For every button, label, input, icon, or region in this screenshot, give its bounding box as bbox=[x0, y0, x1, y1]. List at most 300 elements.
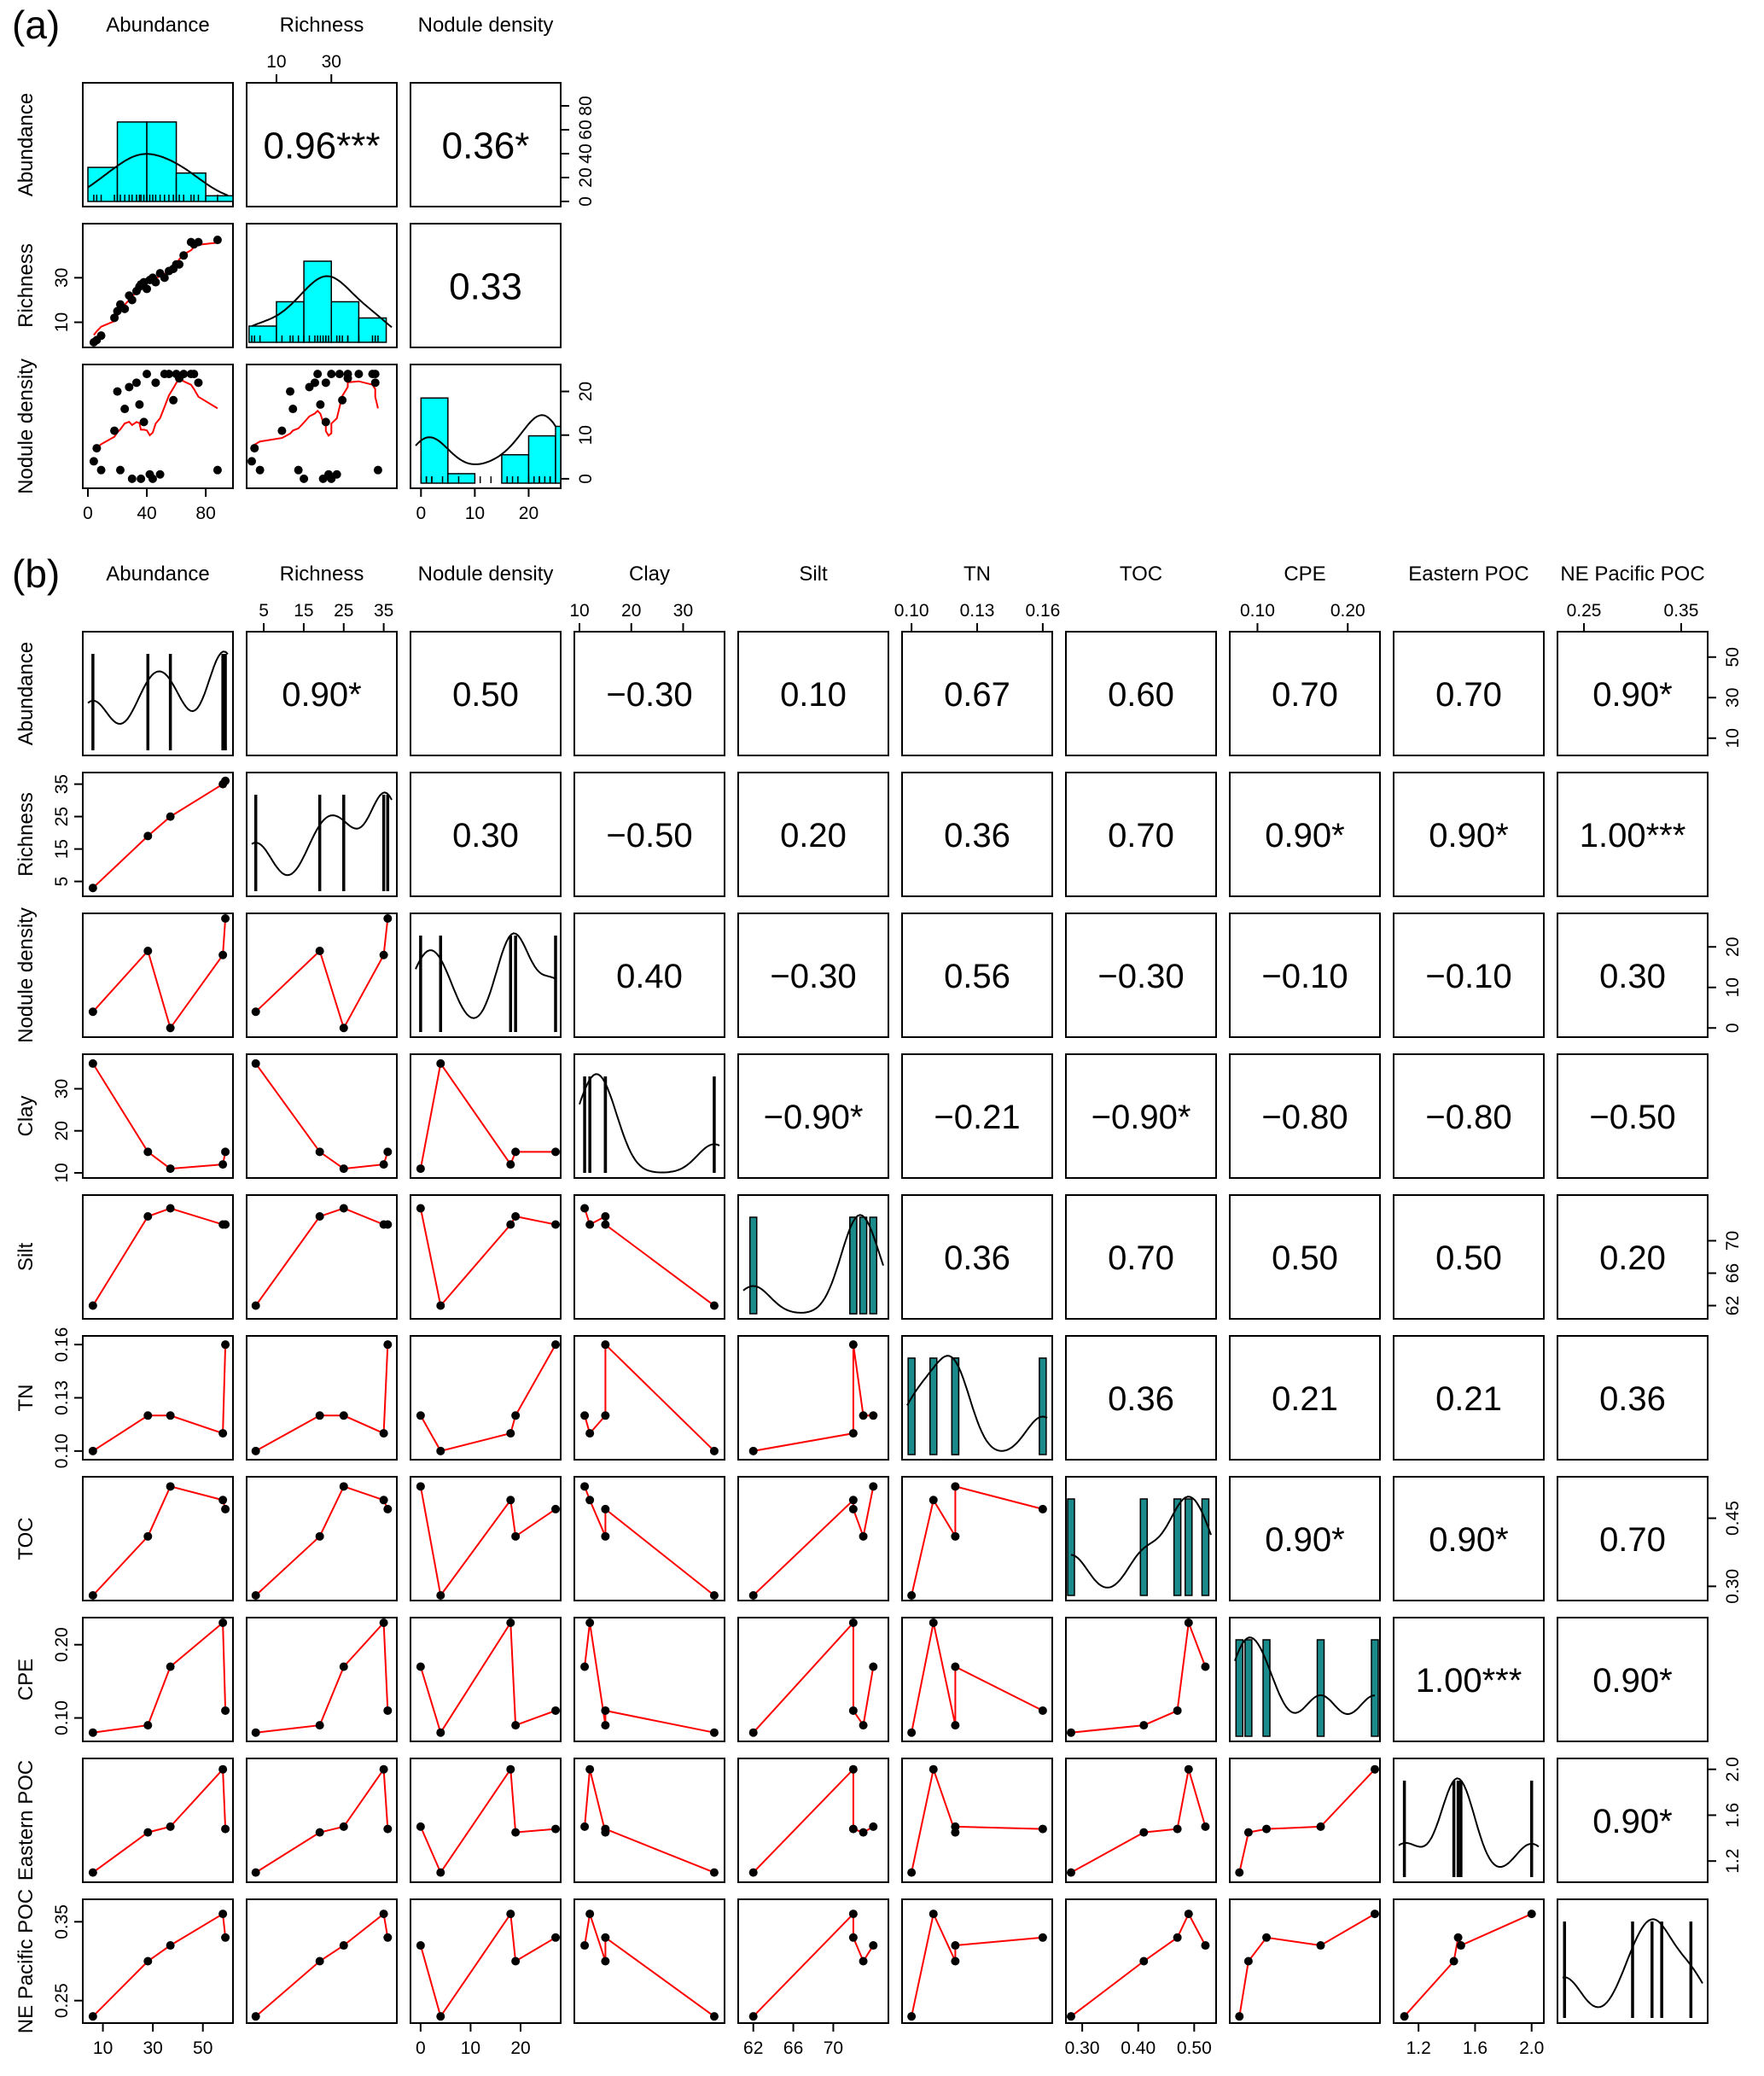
data-point bbox=[907, 2012, 916, 2021]
tick-label: 20 bbox=[518, 504, 539, 523]
data-point bbox=[1262, 1825, 1271, 1834]
data-point bbox=[143, 1957, 152, 1966]
data-point bbox=[316, 1957, 324, 1966]
tick-label: 10 bbox=[92, 2038, 114, 2058]
matrix-cell bbox=[1066, 1618, 1216, 1741]
lowess-line bbox=[1071, 1914, 1205, 2016]
data-point bbox=[951, 1662, 959, 1671]
data-point bbox=[316, 947, 324, 955]
data-point bbox=[506, 1765, 515, 1774]
lowess-line bbox=[585, 1623, 714, 1733]
matrix-cell bbox=[1557, 1054, 1708, 1178]
tick-label: 15 bbox=[294, 601, 314, 621]
data-point bbox=[511, 1147, 520, 1156]
tick-label: 0.35 bbox=[1663, 601, 1699, 621]
row-label: Abundance bbox=[15, 92, 38, 197]
cell-frame bbox=[902, 1618, 1052, 1741]
data-point bbox=[907, 1591, 916, 1600]
data-point bbox=[849, 1340, 858, 1349]
row-label: TOC bbox=[15, 1517, 38, 1560]
data-point bbox=[859, 1957, 868, 1966]
data-point bbox=[194, 378, 202, 387]
data-point bbox=[221, 1825, 230, 1834]
tick-label: 5 bbox=[52, 876, 72, 887]
matrix-cell bbox=[902, 1336, 1052, 1460]
tick-label: 1.6 bbox=[1462, 2038, 1488, 2058]
correlation-value: −0.80 bbox=[1261, 1098, 1348, 1136]
data-point bbox=[585, 1765, 594, 1774]
tick-label: 5 bbox=[259, 601, 269, 621]
correlation-value: 0.70 bbox=[1108, 1239, 1174, 1277]
data-point bbox=[92, 444, 101, 452]
data-point bbox=[849, 1505, 858, 1513]
data-point bbox=[89, 1302, 97, 1310]
matrix-cell bbox=[902, 1477, 1052, 1601]
tick-label: 0.50 bbox=[1176, 2038, 1212, 2058]
tick-label: 0 bbox=[576, 474, 596, 484]
data-point bbox=[175, 260, 183, 269]
cell-frame bbox=[574, 1336, 725, 1460]
data-point bbox=[380, 1496, 388, 1504]
data-point bbox=[859, 1411, 868, 1420]
data-point bbox=[128, 295, 137, 304]
row-label: NE Pacific POC bbox=[15, 1888, 38, 2034]
data-point bbox=[710, 1591, 719, 1600]
data-point bbox=[166, 1023, 175, 1032]
data-point bbox=[506, 1160, 515, 1169]
data-point bbox=[710, 1729, 719, 1737]
histogram-bar bbox=[1039, 1358, 1046, 1455]
data-point bbox=[218, 951, 227, 959]
data-point bbox=[416, 1662, 425, 1671]
histogram-bar bbox=[1068, 1499, 1074, 1595]
correlation-value: −0.10 bbox=[1261, 957, 1348, 995]
data-point bbox=[380, 1910, 388, 1918]
lowess-line bbox=[93, 1770, 225, 1873]
matrix-cell bbox=[574, 1195, 725, 1319]
data-point bbox=[151, 378, 160, 387]
correlation-value: 0.50 bbox=[452, 675, 519, 714]
histogram-bar bbox=[502, 455, 529, 483]
data-point bbox=[1454, 1933, 1463, 1942]
lowess-line bbox=[1239, 1914, 1375, 2016]
data-point bbox=[1262, 1933, 1271, 1942]
cell-frame bbox=[410, 1336, 561, 1460]
correlation-value: 0.60 bbox=[1108, 675, 1174, 714]
correlation-value: 0.36 bbox=[944, 816, 1010, 854]
data-point bbox=[1201, 1662, 1209, 1671]
tick-label: 0.35 bbox=[52, 1904, 72, 1939]
data-point bbox=[849, 1825, 858, 1834]
data-point bbox=[551, 1221, 560, 1229]
data-point bbox=[749, 2012, 758, 2021]
tick-label: 0.20 bbox=[52, 1627, 72, 1663]
tick-label: 10 bbox=[1723, 728, 1743, 749]
matrix-cell bbox=[1557, 1618, 1708, 1741]
matrix-cell bbox=[247, 1899, 397, 2023]
data-point bbox=[218, 1160, 227, 1169]
histogram-bar bbox=[850, 1217, 857, 1314]
tick-label: 0.16 bbox=[1025, 601, 1061, 621]
data-point bbox=[506, 1221, 515, 1229]
data-point bbox=[1039, 1933, 1047, 1942]
histogram-bar bbox=[870, 1217, 876, 1314]
data-point bbox=[97, 466, 106, 475]
data-point bbox=[166, 813, 175, 821]
data-point bbox=[340, 1411, 348, 1420]
data-point bbox=[179, 370, 188, 378]
data-point bbox=[143, 1532, 152, 1541]
data-point bbox=[252, 1007, 260, 1016]
data-point bbox=[601, 1825, 609, 1834]
data-point bbox=[869, 1941, 877, 1950]
data-point bbox=[601, 1957, 609, 1966]
data-point bbox=[506, 1618, 515, 1627]
data-point bbox=[951, 1941, 959, 1950]
data-point bbox=[89, 1729, 97, 1737]
matrix-cell bbox=[574, 632, 725, 755]
lowess-line bbox=[585, 1770, 714, 1873]
correlation-value: 0.10 bbox=[780, 675, 847, 714]
matrix-cell bbox=[1557, 773, 1708, 896]
lowess-line bbox=[421, 1770, 556, 1873]
matrix-cell bbox=[1394, 1899, 1544, 2023]
correlation-value: 0.90* bbox=[1265, 1520, 1345, 1559]
data-point bbox=[749, 1869, 758, 1877]
column-header: Richness bbox=[279, 563, 364, 586]
correlation-value: 0.96*** bbox=[263, 125, 381, 167]
data-point bbox=[252, 1302, 260, 1310]
lowess-line bbox=[252, 382, 378, 451]
lowess-line bbox=[93, 1486, 225, 1595]
data-point bbox=[601, 1532, 609, 1541]
data-point bbox=[1139, 1828, 1148, 1837]
matrix-cell bbox=[1230, 1195, 1380, 1319]
matrix-cell bbox=[1066, 1477, 1216, 1601]
cell-frame bbox=[1230, 1758, 1380, 1882]
lowess-line bbox=[421, 1344, 556, 1451]
matrix-cell bbox=[410, 1054, 561, 1178]
lowess-line bbox=[93, 1209, 225, 1306]
histogram-bar bbox=[331, 302, 358, 343]
tick-label: 35 bbox=[373, 601, 394, 621]
data-point bbox=[1317, 1822, 1325, 1831]
correlation-value: 1.00*** bbox=[1415, 1661, 1522, 1700]
data-point bbox=[749, 1729, 758, 1737]
data-point bbox=[169, 396, 178, 405]
matrix-cell bbox=[574, 1054, 725, 1178]
data-point bbox=[247, 457, 256, 465]
matrix-cell bbox=[83, 1758, 233, 1882]
data-point bbox=[951, 1957, 959, 1966]
data-point bbox=[416, 1204, 425, 1213]
histogram-bar bbox=[1245, 1640, 1252, 1736]
data-point bbox=[110, 427, 119, 435]
row-label: TN bbox=[15, 1384, 38, 1412]
tick-label: 0.40 bbox=[1121, 2038, 1156, 2058]
data-point bbox=[551, 1340, 560, 1349]
data-point bbox=[585, 1429, 594, 1437]
data-point bbox=[511, 1828, 520, 1837]
tick-label: 70 bbox=[1723, 1230, 1743, 1251]
matrix-cell bbox=[247, 773, 397, 896]
column-header: TOC bbox=[1119, 563, 1163, 586]
cell-frame bbox=[247, 773, 397, 896]
tick-label: 10 bbox=[1723, 977, 1743, 998]
data-point bbox=[1244, 1957, 1253, 1966]
matrix-cell bbox=[1066, 1054, 1216, 1178]
correlation-value: −0.10 bbox=[1425, 957, 1512, 995]
matrix-cell bbox=[247, 83, 397, 207]
tick-label: 40 bbox=[576, 143, 596, 164]
correlation-value: −0.90* bbox=[1091, 1098, 1191, 1136]
data-point bbox=[849, 1765, 858, 1774]
matrix-cell bbox=[1230, 1477, 1380, 1601]
cell-frame bbox=[902, 1336, 1052, 1460]
tick-label: 0 bbox=[1723, 1023, 1743, 1034]
data-point bbox=[849, 1618, 858, 1627]
matrix-cell bbox=[247, 224, 397, 347]
data-point bbox=[252, 1869, 260, 1877]
row-label: CPE bbox=[15, 1658, 38, 1701]
correlation-value: 0.30 bbox=[1599, 957, 1666, 995]
data-point bbox=[286, 388, 294, 396]
data-point bbox=[116, 466, 125, 475]
matrix-cell bbox=[902, 1618, 1052, 1741]
data-point bbox=[252, 1729, 260, 1737]
data-point bbox=[383, 1147, 392, 1156]
tick-label: 10 bbox=[52, 1163, 72, 1183]
data-point bbox=[849, 1706, 858, 1715]
tick-label: 1.6 bbox=[1723, 1802, 1743, 1828]
matrix-cell bbox=[574, 1477, 725, 1601]
data-point bbox=[143, 947, 152, 955]
correlation-value: 0.36* bbox=[441, 125, 530, 167]
data-point bbox=[383, 1706, 392, 1715]
cell-frame bbox=[1394, 1758, 1544, 1882]
matrix-cell bbox=[1230, 1054, 1380, 1178]
density-curve bbox=[252, 792, 392, 875]
data-point bbox=[194, 238, 202, 247]
data-point bbox=[313, 370, 322, 378]
tick-label: 20 bbox=[621, 601, 642, 621]
tick-label: 10 bbox=[460, 2038, 481, 2058]
lowess-line bbox=[256, 1770, 388, 1873]
data-point bbox=[1244, 1828, 1253, 1837]
histogram-bar bbox=[1174, 1499, 1181, 1595]
data-point bbox=[416, 1482, 425, 1490]
matrix-cell bbox=[247, 1477, 397, 1601]
data-point bbox=[951, 1721, 959, 1729]
data-point bbox=[90, 457, 98, 465]
correlation-value: 0.56 bbox=[944, 957, 1010, 995]
histogram-bar bbox=[908, 1358, 915, 1455]
matrix-cell bbox=[1557, 1195, 1708, 1319]
data-point bbox=[252, 1447, 260, 1455]
data-point bbox=[436, 1729, 445, 1737]
data-point bbox=[511, 1411, 520, 1420]
data-point bbox=[1400, 2012, 1409, 2021]
data-point bbox=[143, 1147, 152, 1156]
data-point bbox=[580, 1941, 589, 1950]
data-point bbox=[316, 1532, 324, 1541]
data-point bbox=[340, 1023, 348, 1032]
lowess-line bbox=[585, 1486, 714, 1595]
data-point bbox=[869, 1482, 877, 1490]
data-point bbox=[869, 1411, 877, 1420]
data-point bbox=[120, 405, 129, 413]
data-point bbox=[340, 1204, 348, 1213]
data-point bbox=[1457, 1941, 1465, 1950]
data-point bbox=[277, 427, 286, 435]
data-point bbox=[89, 2012, 97, 2021]
row-label: Richness bbox=[15, 792, 38, 877]
tick-label: 66 bbox=[783, 2038, 804, 2058]
data-point bbox=[929, 1910, 938, 1918]
cell-frame bbox=[83, 913, 233, 1037]
matrix-cell bbox=[1394, 1477, 1544, 1601]
tick-label: 25 bbox=[334, 601, 354, 621]
cell-frame bbox=[247, 913, 397, 1037]
data-point bbox=[436, 2012, 445, 2021]
data-point bbox=[166, 1411, 175, 1420]
column-header: Clay bbox=[628, 563, 671, 586]
correlation-value: 0.67 bbox=[944, 675, 1010, 714]
column-header: Nodule density bbox=[417, 14, 554, 37]
matrix-cell bbox=[738, 632, 888, 755]
cell-frame bbox=[902, 1758, 1052, 1882]
matrix-cell bbox=[410, 83, 561, 207]
tick-label: 0.16 bbox=[52, 1327, 72, 1362]
data-point bbox=[601, 1505, 609, 1513]
data-point bbox=[585, 1618, 594, 1627]
data-point bbox=[383, 1933, 392, 1942]
matrix-cell bbox=[1394, 913, 1544, 1037]
data-point bbox=[218, 1429, 227, 1437]
data-point bbox=[869, 1662, 877, 1671]
tick-label: 30 bbox=[143, 2038, 163, 2058]
data-point bbox=[1039, 1825, 1047, 1834]
data-point bbox=[1371, 1910, 1379, 1918]
matrix-cell bbox=[247, 1758, 397, 1882]
histogram-bar bbox=[1185, 1499, 1192, 1595]
matrix-cell bbox=[1066, 913, 1216, 1037]
density-curve bbox=[88, 651, 228, 724]
cell-frame bbox=[247, 1054, 397, 1178]
correlation-value: 0.36 bbox=[1599, 1379, 1666, 1418]
matrix-cell bbox=[410, 364, 561, 488]
tick-label: 0 bbox=[83, 504, 93, 523]
matrix-cell bbox=[1066, 1758, 1216, 1882]
matrix-cell bbox=[574, 773, 725, 896]
correlation-value: 0.30 bbox=[452, 816, 519, 854]
data-point bbox=[213, 466, 222, 475]
data-point bbox=[929, 1765, 938, 1774]
matrix-cell bbox=[1557, 1477, 1708, 1601]
data-point bbox=[416, 1941, 425, 1950]
lowess-line bbox=[256, 1623, 388, 1733]
data-point bbox=[1185, 1618, 1193, 1627]
row-label: Silt bbox=[15, 1242, 38, 1272]
data-point bbox=[849, 1429, 858, 1437]
data-point bbox=[354, 370, 363, 378]
cell-frame bbox=[410, 1899, 561, 2023]
data-point bbox=[1371, 1765, 1379, 1774]
correlation-value: −0.50 bbox=[1589, 1098, 1676, 1136]
data-point bbox=[710, 1302, 719, 1310]
data-point bbox=[1235, 2012, 1243, 2021]
data-point bbox=[416, 1164, 425, 1173]
tick-label: 0.10 bbox=[894, 601, 929, 621]
lowess-line bbox=[421, 1064, 556, 1169]
data-point bbox=[166, 1204, 175, 1213]
tick-label: 70 bbox=[823, 2038, 844, 2058]
matrix-cell bbox=[1557, 913, 1708, 1037]
data-point bbox=[333, 470, 341, 479]
histogram-bar bbox=[118, 122, 148, 201]
tick-label: 10 bbox=[569, 601, 590, 621]
correlation-value: 0.90* bbox=[1592, 1802, 1673, 1840]
correlation-value: 0.36 bbox=[944, 1239, 1010, 1277]
histogram-bar bbox=[556, 427, 561, 484]
data-point bbox=[140, 417, 148, 426]
matrix-cell bbox=[410, 1336, 561, 1460]
data-point bbox=[252, 2012, 260, 2021]
matrix-cell bbox=[1230, 1899, 1380, 2023]
data-point bbox=[221, 777, 230, 785]
data-point bbox=[221, 1221, 230, 1229]
correlation-value: 0.90* bbox=[1429, 1520, 1509, 1559]
matrix-cell bbox=[738, 1195, 888, 1319]
data-point bbox=[506, 1910, 515, 1918]
tick-label: 1.2 bbox=[1723, 1848, 1743, 1874]
cell-frame bbox=[574, 1477, 725, 1601]
matrix-cell bbox=[83, 1477, 233, 1601]
column-header: TN bbox=[964, 563, 991, 586]
data-point bbox=[551, 1933, 560, 1942]
data-point bbox=[137, 475, 145, 483]
cell-frame bbox=[247, 1336, 397, 1460]
data-point bbox=[311, 378, 319, 387]
data-point bbox=[221, 914, 230, 923]
data-point bbox=[511, 1532, 520, 1541]
data-point bbox=[256, 466, 265, 475]
data-point bbox=[316, 1212, 324, 1221]
data-point bbox=[316, 400, 324, 409]
data-point bbox=[322, 378, 330, 387]
data-point bbox=[143, 831, 152, 840]
tick-label: 2.0 bbox=[1519, 2038, 1545, 2058]
lowess-line bbox=[421, 1209, 556, 1306]
matrix-cell bbox=[1394, 1758, 1544, 1882]
matrix-cell bbox=[247, 913, 397, 1037]
data-point bbox=[89, 883, 97, 892]
lowess-line bbox=[1239, 1770, 1375, 1873]
data-point bbox=[120, 305, 129, 313]
data-point bbox=[1201, 1941, 1209, 1950]
histogram-bar bbox=[1371, 1640, 1378, 1736]
histogram-bar bbox=[304, 261, 331, 342]
matrix-cell bbox=[83, 1054, 233, 1178]
correlation-value: 0.20 bbox=[1599, 1239, 1666, 1277]
lowess-line bbox=[1071, 1770, 1205, 1873]
data-point bbox=[374, 466, 382, 475]
tick-label: 0.10 bbox=[1240, 601, 1275, 621]
lowess-line bbox=[585, 1344, 714, 1451]
cell-frame bbox=[574, 1899, 725, 2023]
data-point bbox=[151, 278, 160, 287]
data-point bbox=[1039, 1706, 1047, 1715]
